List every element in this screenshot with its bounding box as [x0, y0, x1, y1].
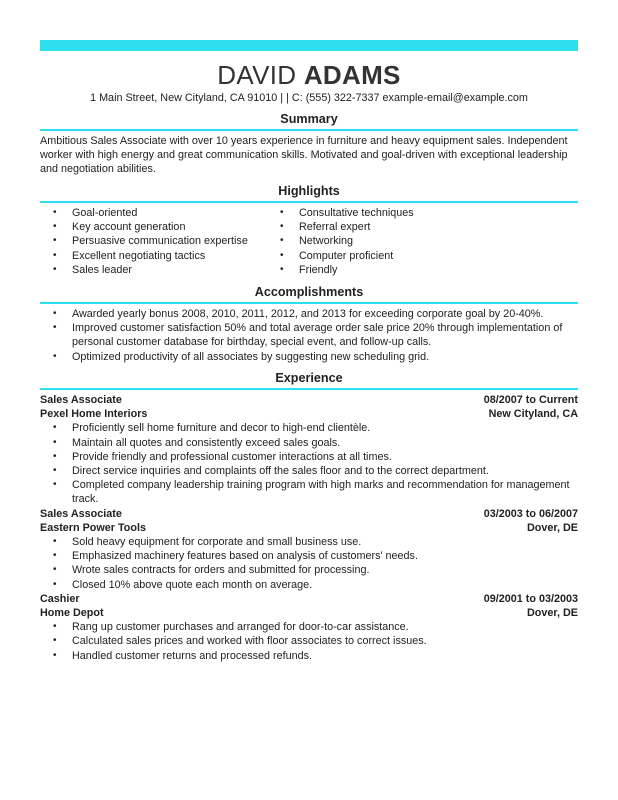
highlight-item: • Persuasive communication expertise	[40, 234, 267, 248]
experience-jobs	[40, 393, 578, 663]
job-location: Dover, DE	[526, 607, 578, 620]
job-title-row	[40, 592, 578, 606]
job-duty-item: • Direct service inquiries and complaints off the sales floor and to the correct department.	[40, 464, 578, 478]
job-company: Pexel Home Interiors	[40, 408, 148, 421]
first-name: DAVID	[217, 60, 297, 90]
experience-section	[40, 371, 578, 663]
highlight-item: • Consultative techniques	[267, 206, 494, 220]
highlight-item: • Computer proficient	[267, 249, 494, 263]
job-dates: 03/2003 to 06/2007	[483, 507, 578, 520]
job-duty-item: • Calculated sales prices and worked with floor associates to correct issues.	[40, 634, 578, 648]
highlights-grid	[40, 206, 578, 277]
job-company-row	[40, 606, 578, 620]
highlight-item: • Networking	[267, 234, 494, 248]
experience-heading: Experience	[40, 371, 578, 390]
candidate-name	[40, 60, 578, 91]
header-accent-bar	[40, 40, 578, 51]
accomplishment-item: • Improved customer satisfaction 50% and total average order sale price 20% through implementation of personal customer database for birthday, special event, and follow-up calls.	[40, 321, 578, 349]
job-duties-list	[40, 620, 578, 663]
highlight-item: • Excellent negotiating tactics	[40, 249, 267, 263]
job-duty-item: • Emphasized machinery features based on analysis of customers' needs.	[40, 549, 578, 563]
job-location: New Cityland, CA	[488, 408, 578, 421]
job-company-row	[40, 407, 578, 421]
highlight-item: • Friendly	[267, 263, 494, 277]
accomplishments-list	[40, 307, 578, 364]
highlight-item: • Key account generation	[40, 220, 267, 234]
job-company-row	[40, 521, 578, 535]
accomplishments-section	[40, 285, 578, 364]
job-company: Home Depot	[40, 607, 104, 620]
contact-line: 1 Main Street, New Cityland, CA 91010 | | C: (555) 322-7337 example-email@example.com	[90, 92, 528, 104]
highlights-left-list	[40, 206, 267, 277]
job-duties-list	[40, 535, 578, 592]
highlight-item: • Sales leader	[40, 263, 267, 277]
summary-text: Ambitious Sales Associate with over 10 years experience in furniture and heavy equipment sales. Independent worker with high energy and great communication skills. Motivated and goal-driven with exceptional leadership and negotiation abilities.	[40, 135, 568, 176]
job-dates: 09/2001 to 03/2003	[483, 592, 578, 605]
job-duty-item: • Closed 10% above quote each month on average.	[40, 578, 578, 592]
job-duty-item: • Completed company leadership training program with high marks and recommendation for management track.	[40, 478, 578, 506]
job-title: Cashier	[40, 592, 80, 605]
job-entry	[40, 393, 578, 507]
job-location: Dover, DE	[526, 521, 578, 534]
accomplishment-item: • Optimized productivity of all associates by suggesting new scheduling grid.	[40, 350, 578, 364]
highlights-heading: Highlights	[40, 184, 578, 203]
job-duty-item: • Rang up customer purchases and arranged for door-to-car assistance.	[40, 620, 578, 634]
job-dates: 08/2007 to Current	[483, 394, 578, 406]
job-duty-item: • Proficiently sell home furniture and decor to high-end clientèle.	[40, 421, 578, 435]
job-duty-item: • Provide friendly and professional customer interactions at all times.	[40, 450, 578, 464]
job-company: Eastern Power Tools	[40, 521, 146, 534]
job-duty-item: • Wrote sales contracts for orders and submitted for processing.	[40, 563, 578, 577]
job-title-row	[40, 393, 578, 407]
highlight-item: • Referral expert	[267, 220, 494, 234]
job-duty-item: • Sold heavy equipment for corporate and small business use.	[40, 535, 578, 549]
accomplishments-heading: Accomplishments	[40, 285, 578, 304]
highlight-item: • Goal-oriented	[40, 206, 267, 220]
job-entry	[40, 507, 578, 592]
highlights-right-list	[267, 206, 494, 277]
job-duties-list	[40, 421, 578, 506]
summary-heading: Summary	[40, 112, 578, 131]
last-name: ADAMS	[303, 60, 401, 90]
job-title-row	[40, 507, 578, 521]
job-duty-item: • Handled customer returns and processed refunds.	[40, 649, 578, 663]
job-title: Sales Associate	[40, 394, 122, 406]
summary-section	[40, 112, 578, 177]
job-title: Sales Associate	[40, 507, 122, 520]
job-entry	[40, 592, 578, 663]
accomplishment-item: • Awarded yearly bonus 2008, 2010, 2011, 2012, and 2013 for exceeding corporate goal by 20-40%.	[40, 307, 578, 321]
job-duty-item: • Maintain all quotes and consistently exceed sales goals.	[40, 436, 578, 450]
highlights-section	[40, 184, 578, 277]
